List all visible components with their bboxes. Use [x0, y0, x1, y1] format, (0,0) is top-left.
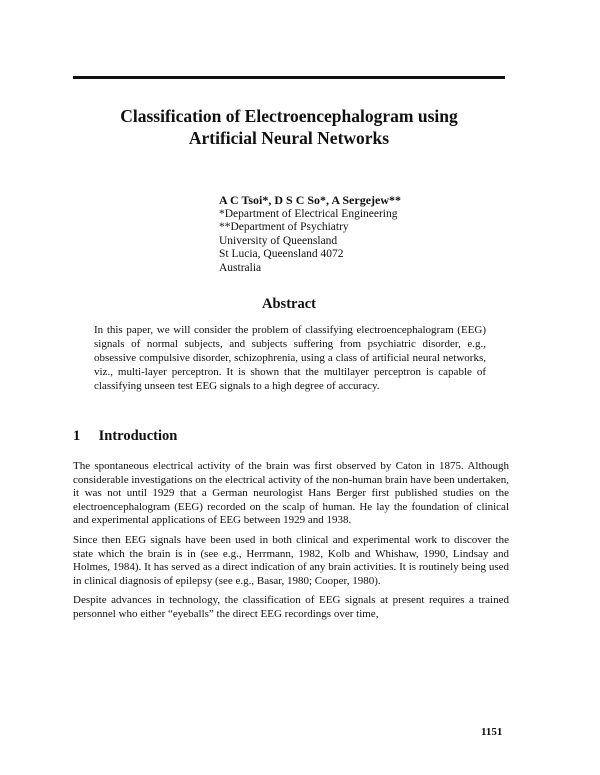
title-line-1: Classification of Electroencephalogram using [120, 106, 458, 126]
paper-title [73, 105, 505, 149]
section-title: Introduction [98, 428, 178, 444]
author-block [219, 194, 519, 275]
affiliation-line: **Department of Psychiatry [219, 221, 349, 233]
abstract-text: In this paper, we will consider the problem of classifying electroencephalogram (EEG) signals of normal subjects, and subjects suffering from psychiatric disorder, e.g., obsessive compulsive disorder, schizophrenia, using a class of artificial neural networks, viz., multi-layer perceptron. It is shown that the multilayer perceptron is capable of classifying unseen test EEG signals to a high degree of accuracy. [94, 324, 486, 392]
header-rule [73, 76, 505, 79]
page-number: 1151 [481, 726, 503, 738]
paragraph: Despite advances in technology, the classification of EEG signals at present requires a trained personnel who either “eyeballs” the direct EEG recordings over time, [73, 594, 509, 620]
affiliation-line: St Lucia, Queensland 4072 [219, 248, 344, 260]
title-line-2: Artificial Neural Networks [188, 128, 390, 148]
section-heading [73, 428, 177, 445]
affiliation-line: Australia [219, 261, 262, 274]
paragraph: Since then EEG signals have been used in both clinical and experimental work to discover the state which the brain is in (see e.g., Herrmann, 1982, Kolb and Whishaw, 1990, Lindsay and Holmes, 1984). It has served as a direct indication of any brain activities. It is routinely being used in clinical diagnosis of epilepsy (see e.g., Basar, 1980; Cooper, 1980). [73, 533, 509, 587]
introduction-body [73, 460, 509, 628]
paragraph: The spontaneous electrical activity of the brain was first observed by Caton in 1875. Although considerable investigations on the electrical activity of the non-human brain have been undertaken, it was not until 1929 that a German neurologist Hans Berger first published studies on the electroencephalogram (EEG) recorded on the scalp of human. He lay the foundation of clinical and experimental applications of EEG between 1929 and 1938. [73, 460, 509, 527]
affiliation-line: *Department of Electrical Engineering [219, 207, 398, 220]
author-names: A C Tsoi*, D S C So*, A Sergejew** [219, 193, 402, 207]
abstract-heading: Abstract [262, 296, 316, 312]
section-number: 1 [73, 428, 81, 444]
affiliation-line: University of Queensland [219, 234, 338, 247]
